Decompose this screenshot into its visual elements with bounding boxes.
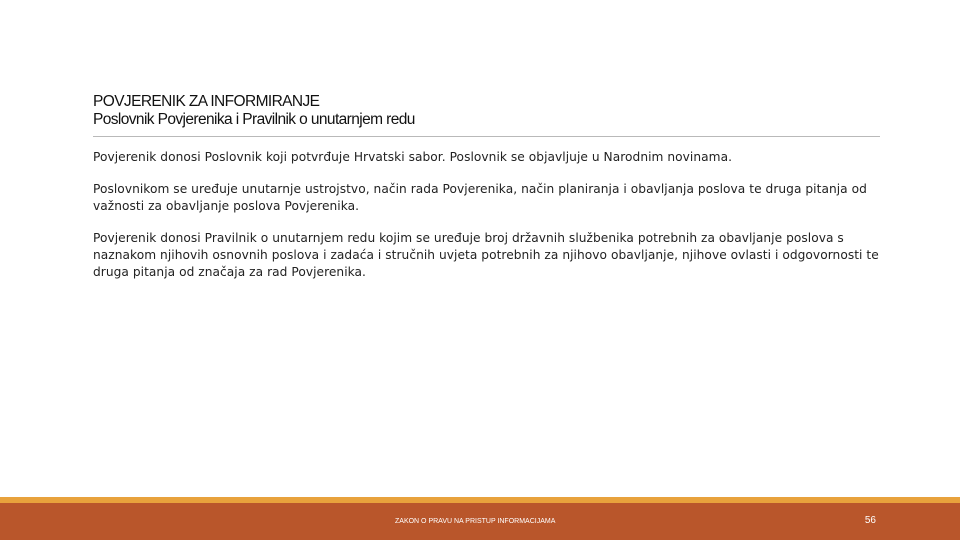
paragraph-1: Povjerenik donosi Poslovnik koji potvrđuje Hrvatski sabor. Poslovnik se objavljuje u Narodnim novinama. [93,150,733,164]
title-line-2: Poslovnik Povjerenika i Pravilnik o unutarnjem redu [93,111,415,128]
title-divider [93,136,880,137]
slide-title [93,93,880,129]
title-line-1: POVJERENIK ZA INFORMIRANJE [93,93,320,110]
footer-text: ZAKON O PRAVU NA PRISTUP INFORMACIJAMA [395,518,556,525]
paragraph-2: Poslovnikom se uređuje unutarnje ustrojstvo, način rada Povjerenika, način planiranja i obavljanja poslova te druga pitanja od važnosti za obavljanje poslova Povjerenika. [93,182,867,213]
slide-body [93,149,888,296]
paragraph-3: Povjerenik donosi Pravilnik o unutarnjem redu kojim se uređuje broj državnih službenika potrebnih za obavljanje poslova s naznakom njihovih osnovnih poslova i zadaća i stručnih uvjeta potrebnih za njihovo obavljanje, njihove ovlasti i odgovornosti te druga pitanja od značaja za rad Povjerenika. [93,231,879,279]
page-number: 56 [864,515,876,526]
